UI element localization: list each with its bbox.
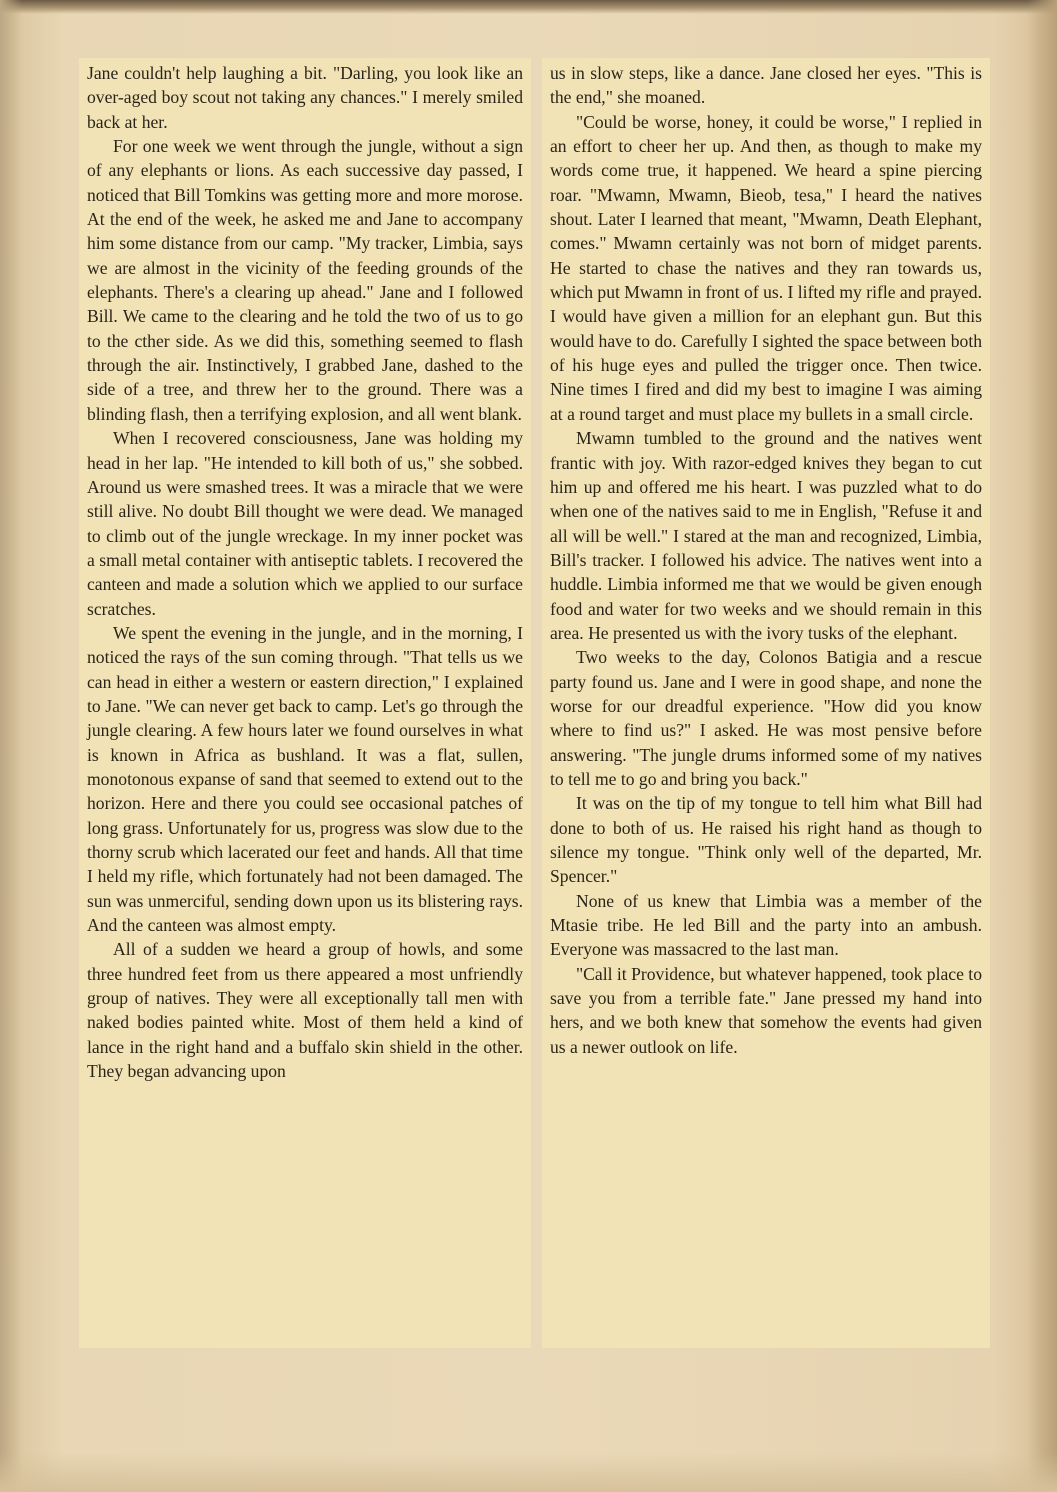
left-paragraph-4: We spent the evening in the jungle, and in the morning, I noticed the rays of the sun coming through. "That tells us we can head in either a western or eastern direction," I explained to Jane. "We can never get back to camp. Let's go through the jungle clearing. A few hours later we found ourselves in what is known in Africa as bushland. It was a flat, sullen, monotonous expanse of sand that seemed to extend out to the horizon. Here and there you could see occasional patches of long grass. Unfortunately for us, progress was slow due to the thorny scrub which lacerated our feet and hands. All that time I held my rifle, which fortunately had not been damaged. The sun was unmerciful, sending down upon us its blistering rays. And the canteen was almost empty.	[87, 622, 523, 936]
page-top-edge	[0, 0, 1057, 14]
right-text-column	[542, 58, 990, 1348]
left-text-column	[79, 58, 531, 1348]
page-left-edge	[0, 0, 22, 1492]
left-paragraph-2: For one week we went through the jungle, without a sign of any elephants or lions. As each successive day passed, I noticed that Bill Tomkins was getting more and more morose. At the end of the week, he asked me and Jane to accompany him some distance from our camp. "My tracker, Limbia, says we are almost in the vicinity of the feeding grounds of the elephants. There's a clearing up ahead." Jane and I followed Bill. We came to the clearing and he told the two of us to go to the cther side. As we did this, something seemed to flash through the air. Instinctively, I grabbed Jane, dashed to the side of a tree, and threw her to the ground. There was a blinding flash, then a terrifying explosion, and all went blank.	[87, 136, 523, 424]
page-right-edge	[1027, 0, 1057, 1492]
left-paragraph-3: When I recovered consciousness, Jane was holding my head in her lap. "He intended to kill both of us," she sobbed. Around us were smashed trees. It was a miracle that we were still alive. No doubt Bill thought we were dead. We managed to climb out of the jungle wreckage. In my inner pocket was a small metal container with antiseptic tablets. I recovered the canteen and made a solution which we applied to our surface scratches.	[87, 428, 523, 619]
right-paragraph-1: us in slow steps, like a dance. Jane closed her eyes. "This is the end," she moaned.	[550, 63, 982, 108]
right-paragraph-4: Two weeks to the day, Colonos Batigia and a rescue party found us. Jane and I were in good shape, and none the worse for our dreadful experience. "How did you know where to find us?" I asked. He was most pensive before answering. "The jungle drums informed some of my natives to tell me to go and bring you back."	[550, 647, 982, 789]
page-bottom-edge	[0, 1452, 1057, 1492]
right-paragraph-5: It was on the tip of my tongue to tell him what Bill had done to both of us. He raised his right hand as though to silence my tongue. "Think only well of the departed, Mr. Spencer."	[550, 793, 982, 887]
left-paragraph-5: All of a sudden we heard a group of howls, and some three hundred feet from us there appeared a most unfriendly group of natives. They were all exceptionally tall men with naked bodies painted white. Most of them held a kind of lance in the right hand and a buffalo skin shield in the other. They began advancing upon	[87, 939, 523, 1082]
right-paragraph-2: "Could be worse, honey, it could be worse," I replied in an effort to cheer her up. And then, as though to make my words come true, it happened. We heard a spine piercing roar. "Mwamn, Mwamn, Bieob, tesa," I heard the natives shout. Later I learned that meant, "Mwamn, Death Elephant, comes." Mwamn certainly was not born of midget parents. He started to chase the natives and they ran towards us, which put Mwamn in front of us. I lifted my rifle and prayed. I would have given a million for an elephant gun. But this would have to do. Carefully I sighted the space between both of his huge eyes and pulled the trigger once. Then twice. Nine times I fired and did my best to imagine I was aiming at a round target and must place my bullets in a small circle.	[550, 111, 982, 424]
right-paragraph-6: None of us knew that Limbia was a member of the Mtasie tribe. He led Bill and the party into an ambush. Everyone was massacred to the last man.	[550, 890, 982, 960]
right-paragraph-7: "Call it Providence, but whatever happened, took place to save you from a terrible fate." Jane pressed my hand into hers, and we both knew that somehow the events had given us a newer outlook on life.	[550, 963, 982, 1057]
right-paragraph-3: Mwamn tumbled to the ground and the natives went frantic with joy. With razor-edged knives they began to cut him up and offered me his heart. I was puzzled what to do when one of the natives said to me in English, "Refuse it and all will be well." I stared at the man and recognized, Limbia, Bill's tracker. I followed his advice. The natives went into a huddle. Limbia informed me that we would be given enough food and water for two weeks and we should remain in this area. He presented us with the ivory tusks of the elephant.	[550, 428, 982, 643]
left-paragraph-1: Jane couldn't help laughing a bit. "Darling, you look like an over-aged boy scout not taking any chances." I merely smiled back at her.	[87, 63, 523, 132]
